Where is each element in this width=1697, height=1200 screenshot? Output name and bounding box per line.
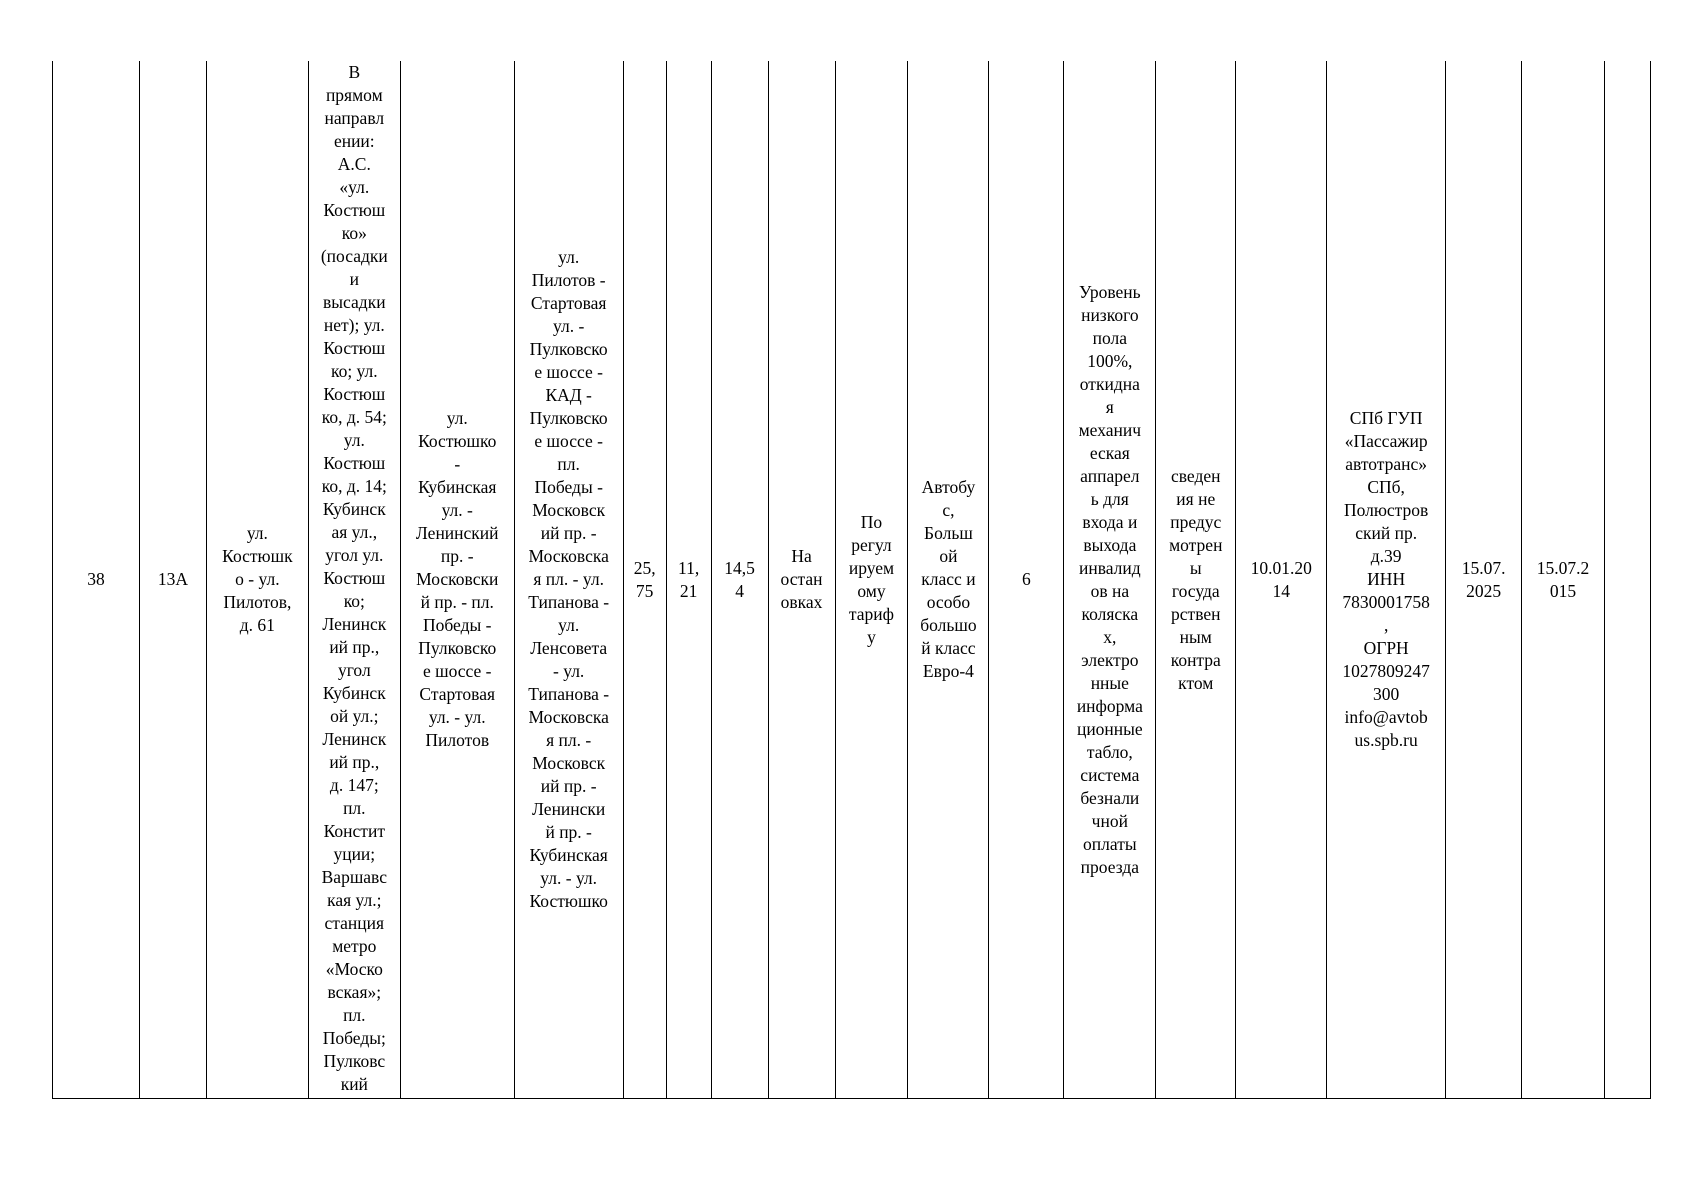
vehicle-characteristics: Уровень низкого пола 100%, откидна я механич еская аппарел ь для входа и выхода инвалид ов на коляска х, электро нные информа ционные табло, система безнали чной оплаты проезда: [1076, 281, 1143, 877]
cell-streets-forward: [401, 61, 515, 1098]
tariff: По регул ируем ому тариф у: [848, 511, 895, 647]
vehicle-count: 6: [1022, 569, 1031, 589]
boarding-order: На остан овках: [780, 546, 823, 612]
cell-route-name: [207, 61, 309, 1098]
date-2: 15.07.2 015: [1536, 557, 1590, 601]
vehicle-class: Автобу с, Больш ой класс и особо большо й класс Евро-4: [920, 477, 977, 681]
cell-extra: [1605, 61, 1650, 1098]
cell-streets-backward: [515, 61, 624, 1098]
streets-forward: ул. Костюшко - Кубинская ул. - Ленинский пр. - Московски й пр. - пл. Победы - Пулковско е шоссе - Стартовая ул. - ул. Пилотов: [415, 408, 499, 750]
route-name: ул. Костюшк о - ул. Пилотов, д. 61: [222, 523, 293, 635]
cell-boarding-order: [769, 61, 836, 1098]
length-backward: 11, 21: [677, 557, 700, 601]
cell-date-2: [1522, 61, 1605, 1098]
cell-vehicle-count: [989, 61, 1064, 1098]
registry-table-row: [52, 61, 1651, 1099]
cell-characteristics: [1064, 61, 1156, 1098]
cell-length-total: [712, 61, 769, 1098]
cell-carrier: [1327, 61, 1446, 1098]
cell-contract-info: [1156, 61, 1236, 1098]
length-forward: 25, 75: [633, 557, 656, 601]
carrier-info: СПб ГУП «Пассажир автотранс» СПб, Полюстров ский пр. д.39 ИНН 7830001758 , ОГРН 1027809247 300 info@avtob us.spb.ru: [1342, 408, 1430, 750]
route-number: 13А: [157, 569, 188, 589]
cell-length-backward: [667, 61, 712, 1098]
cell-date-1: [1446, 61, 1522, 1098]
date-1: 15.07. 2025: [1461, 557, 1506, 601]
cell-route-number: [140, 61, 207, 1098]
cell-row-number: [53, 61, 140, 1098]
start-date: 10.01.20 14: [1250, 557, 1312, 601]
cell-start-date: [1236, 61, 1327, 1098]
contract-info: сведен ия не предус мотрен ы госуда рствен ным контра ктом: [1169, 465, 1223, 693]
length-total: 14,5 4: [724, 557, 755, 601]
stops-forward: В прямом направл ении: А.С. «ул. Костюш ко» (посадки и высадки нет); ул. Костюш ко; ул. Костюш ко, д. 54; ул. Костюш ко, д. 14; Кубинск ая ул., угол ул. Костюш ко; Ленинск ий пр., угол Кубинск ой ул.; Ленинск ий пр., д. 147; пл. Констит уции; Варшавс кая ул.; станция метро «Моско вская»; пл. Победы; Пулковс кий: [320, 62, 388, 1094]
row-number: 38: [87, 569, 105, 589]
streets-backward: ул. Пилотов - Стартовая ул. - Пулковско е шоссе - КАД - Пулковско е шоссе - пл. Победы - Московск ий пр. - Московска я пл. - ул. Типанова - ул. Ленсовета - ул. Типанова - Московска я пл. - Московск ий пр. - Ленински й пр. - Кубинская ул. - ул. Костюшко: [528, 247, 610, 911]
cell-length-forward: [624, 61, 667, 1098]
cell-tariff: [836, 61, 909, 1098]
cell-vehicle-class: [908, 61, 989, 1098]
cell-stops-forward: [309, 61, 401, 1098]
